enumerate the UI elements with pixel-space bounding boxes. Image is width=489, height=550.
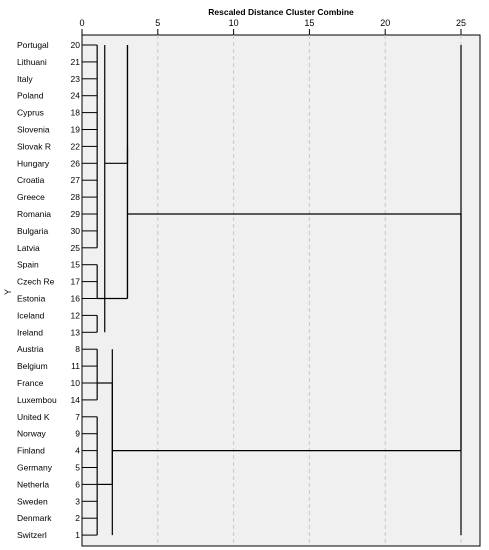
leaf-label: Slovak R	[17, 141, 52, 152]
leaf-label: Switzerl	[17, 530, 47, 541]
leaf-label: Estonia	[17, 293, 46, 304]
x-tick-label: 10	[228, 18, 239, 28]
leaf-label: Portugal	[17, 40, 49, 50]
leaf-id: 12	[70, 310, 80, 321]
leaf-id: 2	[75, 513, 80, 524]
leaf-id: 28	[70, 192, 80, 203]
leaf-label: Spain	[17, 259, 39, 270]
leaf-label: Italy	[17, 73, 33, 84]
leaf-id: 15	[70, 259, 80, 270]
leaf-label: Luxembou	[17, 394, 57, 405]
leaf-label: Denmark	[17, 513, 52, 524]
leaf-id: 26	[70, 158, 80, 169]
leaf-id: 6	[75, 479, 80, 490]
leaf-label: Austria	[17, 344, 44, 355]
leaf-label: Norway	[17, 428, 46, 439]
leaf-label: France	[17, 378, 44, 388]
leaf-id: 17	[70, 276, 80, 287]
leaf-id: 18	[70, 107, 80, 118]
leaf-id: 10	[70, 378, 80, 388]
leaf-label: Slovenia	[17, 124, 50, 135]
leaf-id: 22	[70, 141, 80, 152]
leaf-id: 27	[70, 175, 80, 186]
leaf-id: 13	[70, 327, 80, 338]
leaf-label: Poland	[17, 90, 44, 101]
leaf-label: Sweden	[17, 496, 48, 507]
leaf-id: 16	[70, 293, 80, 304]
leaf-id: 11	[71, 361, 80, 372]
leaf-label: Iceland	[17, 310, 45, 321]
leaf-id: 4	[75, 445, 80, 456]
leaf-id: 25	[70, 242, 80, 253]
x-tick-label: 15	[304, 18, 315, 28]
leaf-label: United K	[17, 411, 50, 422]
leaf-label: Croatia	[17, 175, 45, 186]
leaf-label: Bulgaria	[17, 225, 49, 236]
leaf-label: Czech Re	[17, 276, 55, 287]
leaf-id: 30	[70, 225, 80, 236]
leaf-id: 14	[70, 394, 80, 405]
leaf-id: 9	[75, 428, 80, 439]
x-tick-label: 20	[380, 18, 391, 28]
leaf-id: 20	[70, 40, 80, 50]
x-tick-label: 5	[155, 18, 161, 28]
leaf-id: 23	[70, 73, 80, 84]
leaf-id: 21	[70, 56, 80, 67]
chart-title: Rescaled Distance Cluster Combine	[208, 7, 354, 17]
leaf-label: Netherla	[17, 479, 50, 490]
x-axis-ticks	[79, 18, 466, 35]
leaf-id: 1	[75, 530, 80, 541]
leaf-label: Ireland	[17, 327, 43, 338]
leaf-label: Lithuani	[17, 56, 47, 67]
y-axis-label: Y	[3, 288, 13, 296]
leaf-id: 5	[75, 462, 80, 473]
leaf-id: 24	[70, 90, 80, 101]
leaf-label: Hungary	[17, 158, 50, 169]
leaf-id: 19	[70, 124, 80, 135]
leaf-id: 3	[75, 496, 80, 507]
leaf-id: 29	[70, 209, 80, 219]
leaf-label: Cyprus	[17, 107, 44, 118]
leaf-id: 8	[75, 344, 80, 355]
leaf-labels	[17, 40, 80, 540]
plot-area	[82, 35, 480, 546]
leaf-label: Belgium	[17, 361, 48, 372]
x-tick-label: 0	[79, 18, 85, 28]
leaf-id: 7	[75, 411, 80, 422]
leaf-label: Latvia	[17, 242, 40, 253]
leaf-label: Romania	[17, 209, 52, 219]
leaf-label: Germany	[17, 462, 52, 473]
leaf-label: Finland	[17, 445, 45, 456]
x-tick-label: 25	[455, 18, 467, 28]
leaf-label: Greece	[17, 192, 45, 203]
